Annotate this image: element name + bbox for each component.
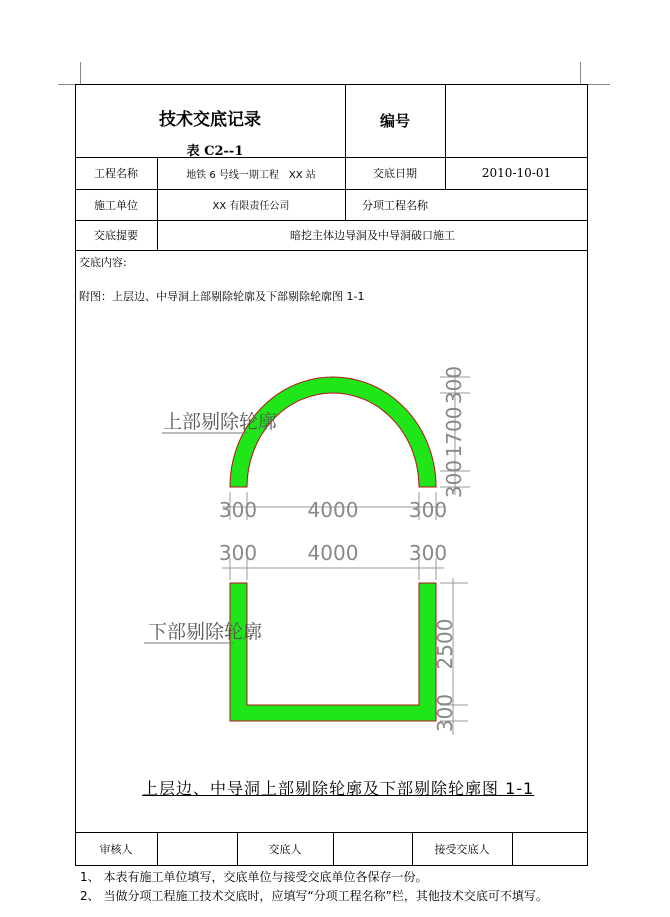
number-label: 编号 [379, 112, 410, 130]
dim-lower-top-right: 300 [408, 541, 448, 565]
lower-profile-label: 下部剔除轮廓 [148, 621, 263, 643]
dim-lower-side-bottom: 300 [433, 693, 457, 733]
lower-removal-profile [230, 583, 436, 721]
dim-upper-side-top: 300 [442, 365, 466, 405]
note-2: 2、 当做分项工程施工技术交底时，应填写“分项工程名称”栏，其他技术交底可不填写。 [80, 889, 548, 903]
date-label: 交底日期 [373, 167, 417, 180]
unit-value[interactable]: XX 有限责任公司 [212, 201, 290, 212]
summary-value[interactable]: 暗挖主体边导洞及中导洞破口施工 [290, 229, 455, 242]
content-label: 交底内容: [79, 256, 127, 269]
sub-project-label: 分项工程名称 [362, 198, 428, 212]
dim-upper-bottom-left: 300 [218, 498, 258, 522]
form-title: 技术交底记录 [159, 109, 261, 130]
dim-upper-bottom-right: 300 [408, 498, 448, 522]
receiver-value[interactable] [512, 832, 588, 866]
presenter-value[interactable] [333, 832, 412, 866]
dim-upper-side-bottom: 300 [442, 459, 466, 499]
presenter-label: 交底人 [268, 843, 302, 856]
reviewer-label: 审核人 [99, 843, 133, 856]
dim-lower-top-left: 300 [218, 541, 258, 565]
dim-upper-side-mid: 1700 [442, 406, 466, 458]
form-number: 表 C2--1 [186, 143, 244, 159]
date-value[interactable]: 2010-10-01 [481, 166, 552, 180]
summary-label: 交底提要 [94, 229, 138, 242]
figure-caption: 上层边、中导洞上部剔除轮廓及下部剔除轮廓图 1-1 [142, 779, 535, 798]
unit-label: 施工单位 [94, 198, 138, 212]
note-1: 1、 本表有施工单位填写，交底单位与接受交底单位各保存一份。 [80, 870, 428, 884]
upper-profile-label: 上部剔除轮廓 [163, 411, 278, 433]
dim-upper-bottom-mid: 4000 [307, 498, 359, 522]
dim-lower-top-mid: 4000 [307, 541, 359, 565]
receiver-label: 接受交底人 [434, 843, 490, 856]
project-name-value[interactable]: 地铁 6 号线一期工程 XX 站 [186, 169, 316, 181]
reviewer-value[interactable] [157, 832, 237, 866]
dim-lower-side-mid: 2500 [433, 618, 457, 670]
project-name-label: 工程名称 [94, 167, 138, 180]
figure-intro: 附图：上层边、中导洞上部剔除轮廓及下部剔除轮廓图 1-1 [79, 290, 365, 303]
